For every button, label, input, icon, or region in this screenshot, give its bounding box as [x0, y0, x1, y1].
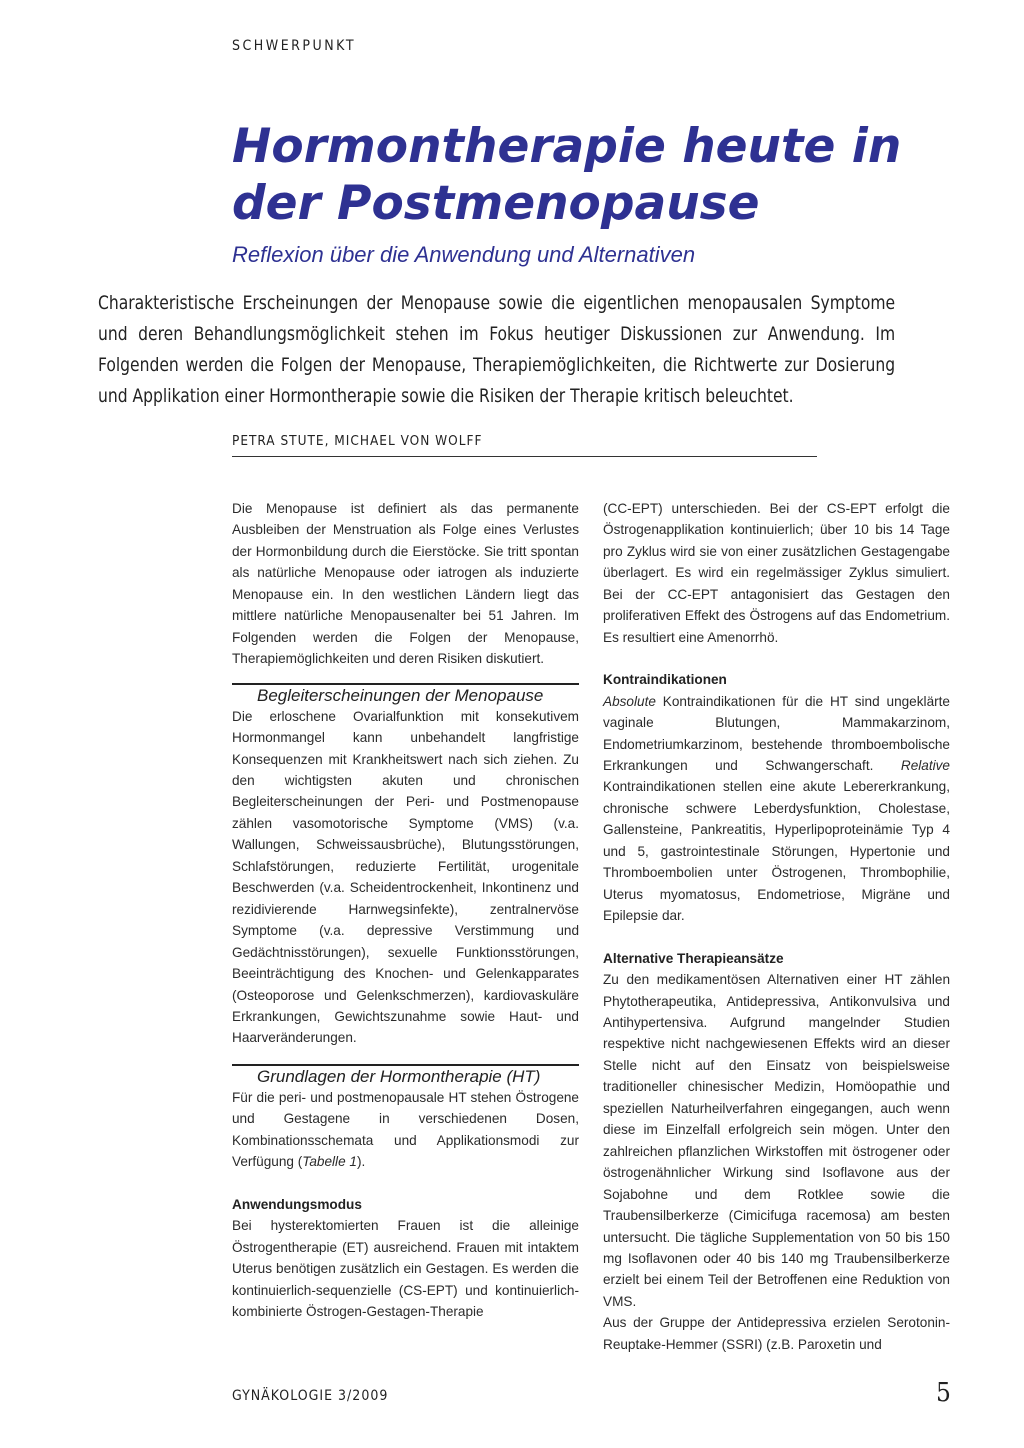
emphasis-relative: Relative — [900, 757, 950, 773]
text-run: Für die peri- und postmenopausale HT stehen Östrogene und Gestagene in verschiedenen Dosen, Kombinationsschemata und Applikationsmodi zur Verfügung ( — [232, 1089, 579, 1170]
subheading-kontraindikationen: Kontraindikationen — [603, 672, 727, 688]
section-kicker: SCHWERPUNKT — [232, 38, 357, 54]
subheading-anwendungsmodus: Anwendungsmodus — [232, 1196, 362, 1212]
section-paragraph-grundlagen — [232, 1087, 579, 1173]
table-reference: Tabelle 1 — [302, 1154, 357, 1170]
paragraph-kontraindikationen — [603, 691, 950, 927]
text-run: Kontraindikationen stellen eine akute Lebererkrankung, chronische schwere Leberdysfunktion, Cholestase, Gallensteine, Pankreatitis, Hyperlipoproteinämie Typ 4 und 5, gastrointestinale Störungen, Hypertonie und Thromboembolien unter Östrogenen, Thrombophilie, Uterus myomatosus, Endometriose, Migräne und Epilepsie dar. — [603, 779, 950, 924]
paragraph-anwendungsmodus: Bei hysterektomierten Frauen ist die alleinige Östrogentherapie (ET) ausreichend. Frauen mit intaktem Uterus benötigen zusätzlich ein Gestagen. Es werden die kontinuierlich-sequenzielle (CS-EPT) und kontinuierlich-kombinierte Östrogen-Gestagen-Therapie — [232, 1218, 579, 1319]
column-right — [603, 498, 950, 1355]
text-run: Kontraindikationen für die HT sind ungeklärte vaginale Blutungen, Mammakarzinom, Endometriumkarzinom, bestehende thromboembolische Erkrankungen und Schwangerschaft. — [603, 693, 950, 773]
section-paragraph-begleiterscheinungen: Die erloschene Ovarialfunktion mit konsekutivem Hormonmangel kann unbehandelt langfristige Konsequenzen mit Krankheitswert nach sich ziehen. Zu den wichtigsten akuten und chronischen Begleiterscheinungen der Peri- und Postmenopause zählen vasomotorische Symptome (VMS) (v.a. Wallungen, Schweissausbrüche), Blutungsstörungen, Schlafstörungen, reduzierte Fertilität, urogenitale Beschwerden (v.a. Scheidentrockenheit, Inkontinenz und rezidivierende Harnwegsinfekte), zentralnervöse Symptome (v.a. depressive Verstimmung und Gedächtnisstörungen), sexuelle Funktionsstörungen, Beeinträchtigung des Knochen- und Gelenkapparates (Osteoporose und Gelenkschmerzen), kardiovaskuläre Erkrankungen, Gewichtszunahme sowie Haut- und Haarveränderungen. — [232, 708, 579, 1046]
column-left — [232, 498, 579, 1322]
paragraph-antidepressiva: Aus der Gruppe der Antidepressiva erzielen Serotonin-Reuptake-Hemmer (SSRI) (z.B. Paroxetin und — [603, 1315, 950, 1352]
article-title: Hormontherapie heute in der Postmenopause — [232, 119, 902, 231]
intro-paragraph: Die Menopause ist definiert als das permanente Ausbleiben der Menstruation als Folge eines Verlustes der Hormonbildung durch die Eierstöcke. Sie tritt spontan als natürliche Menopause oder iatrogen als induzierte Menopause ein. In den westlichen Ländern liegt das mittlere natürliche Menopausenalter bei 51 Jahren. Im Folgenden werden die Folgen der Menopause, Therapiemöglichkeiten und deren Risiken diskutiert. — [232, 501, 579, 667]
subheading-alternative-therapieansaetze: Alternative Therapieansätze — [603, 950, 784, 966]
section-heading-grundlagen: Grundlagen der Hormontherapie (HT) — [257, 1066, 541, 1086]
article-subtitle: Reflexion über die Anwendung und Alternativen — [232, 242, 696, 267]
section-heading-begleiterscheinungen: Begleiterscheinungen der Menopause — [257, 685, 544, 705]
article-authors: PETRA STUTE, MICHAEL VON WOLFF — [232, 433, 483, 449]
page-number: 5 — [936, 1378, 951, 1408]
authors-divider — [232, 456, 817, 457]
text-run: ). — [356, 1154, 366, 1170]
article-lead: Charakteristische Erscheinungen der Menopause sowie die eigentlichen menopausalen Symptome und deren Behandlungsmöglichkeit stehen im Fokus heutiger Diskussionen zur Anwendung. Im Folgenden werden die Folgen der Menopause, Therapiemöglichkeiten, die Richtwerte zur Dosierung und Applikation einer Hormontherapie sowie die Risiken der Therapie kritisch beleuchtet. — [98, 293, 896, 407]
paragraph-alternative-therapieansaetze: Zu den medikamentösen Alternativen einer HT zählen Phytotherapeutika, Antidepressiva, Antikonvulsiva und Antihypertensiva. Aufgrund mangelnder Studien respektive nicht nachgewiesenen Effekts wird an dieser Stelle nicht auf den Einsatz von beispielsweise traditioneller chinesischer Medizin, Homöopathie und speziellen Naturheilverfahren eingegangen, auch wenn diese im Einzelfall erfolgreich sein mögen. Unter den zahlreichen pflanzlichen Wirkstoffen mit östrogener oder östrogenähnlicher Wirkung sind Isoflavone aus der Sojabohne und dem Rotklee sowie die Traubensilberkerze (Cimicifuga racemosa) am besten untersucht. Die tägliche Supplementation von 50 bis 150 mg Isoflavonen oder 40 bis 140 mg Traubensilberkerze erzielt bei einem Teil der Betroffenen eine Reduktion von VMS. — [603, 972, 950, 1309]
paragraph-continued: (CC-EPT) unterschieden. Bei der CS-EPT erfolgt die Östrogenapplikation kontinuierlich; über 10 bis 14 Tage pro Zyklus wird sie von einer zusätzlichen Gestagengabe überlagert. Es wird ein regelmässiger Zyklus simuliert. Bei der CC-EPT antagonisiert das Gestagen den proliferativen Effekt des Östrogens auf das Endometrium. Es resultiert eine Amenorrhö. — [603, 501, 950, 645]
footer-journal: GYNÄKOLOGIE 3/2009 — [232, 1388, 389, 1404]
emphasis-absolute: Absolute — [603, 693, 656, 709]
